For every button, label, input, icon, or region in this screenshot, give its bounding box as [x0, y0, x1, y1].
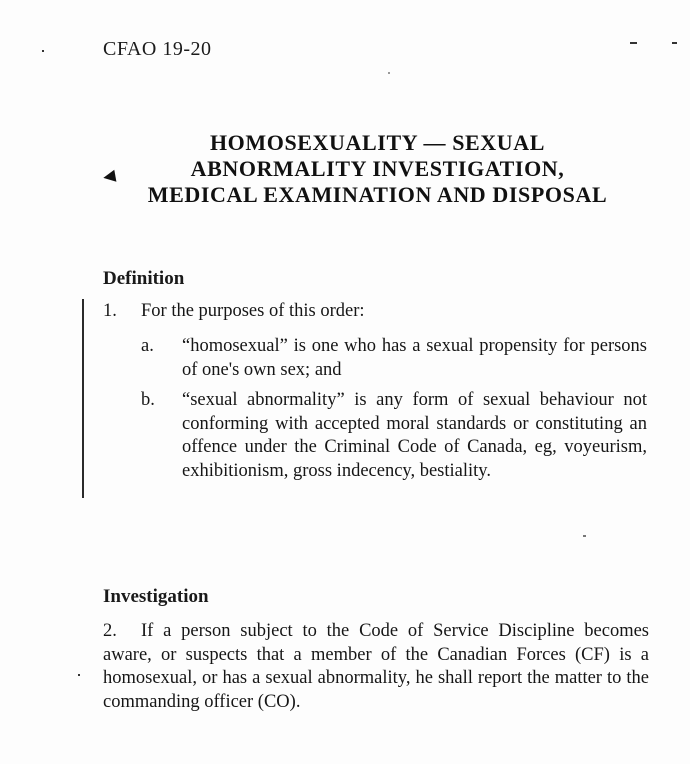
item-text: “homosexual” is one who has a sexual propensity for persons of one's own sex; and: [182, 336, 647, 380]
item-letter: a.: [141, 336, 154, 356]
scan-speck: [42, 50, 44, 52]
title-line: HOMOSEXUALITY — SEXUAL: [209, 130, 546, 155]
definition-item-b: [141, 389, 651, 509]
paragraph-text: If a person subject to the Code of Service Discipline becomes aware, or suspects that a member of the Canadian Forces (CF) is a homosexual, or has a sexual abnormality, he shall report the matter to the commanding officer (CO).: [103, 621, 649, 712]
scan-speck: [630, 42, 637, 44]
title-line: ABNORMALITY INVESTIGATION,: [190, 156, 565, 181]
paragraph-number: 1.: [103, 301, 117, 321]
arrow-mark-icon: ◀: [101, 167, 117, 186]
document-title: [90, 130, 665, 208]
section-heading-definition: Definition: [103, 268, 185, 289]
section-heading-investigation: Investigation: [103, 586, 209, 607]
paragraph-number: 2.: [103, 621, 117, 641]
scan-speck: [388, 72, 390, 74]
paragraph-2: [103, 620, 649, 714]
item-letter: b.: [141, 390, 155, 410]
scan-speck: [583, 535, 586, 537]
item-text: “sexual abnormality” is any form of sexual behaviour not conforming with accepted moral standards or constituting an offence under the Criminal Code of Canada, eg, voyeurism, exhibitionism, gross indecency, bestiality.: [182, 390, 647, 481]
paragraph-1: [103, 300, 365, 324]
definition-item-a: [141, 335, 651, 383]
paragraph-text: For the purposes of this order:: [141, 301, 365, 321]
order-number: CFAO 19-20: [103, 38, 212, 60]
scan-speck: [672, 42, 677, 44]
revision-bar: [82, 299, 84, 498]
title-line: MEDICAL EXAMINATION AND DISPOSAL: [147, 182, 608, 207]
scan-speck: [78, 674, 80, 676]
